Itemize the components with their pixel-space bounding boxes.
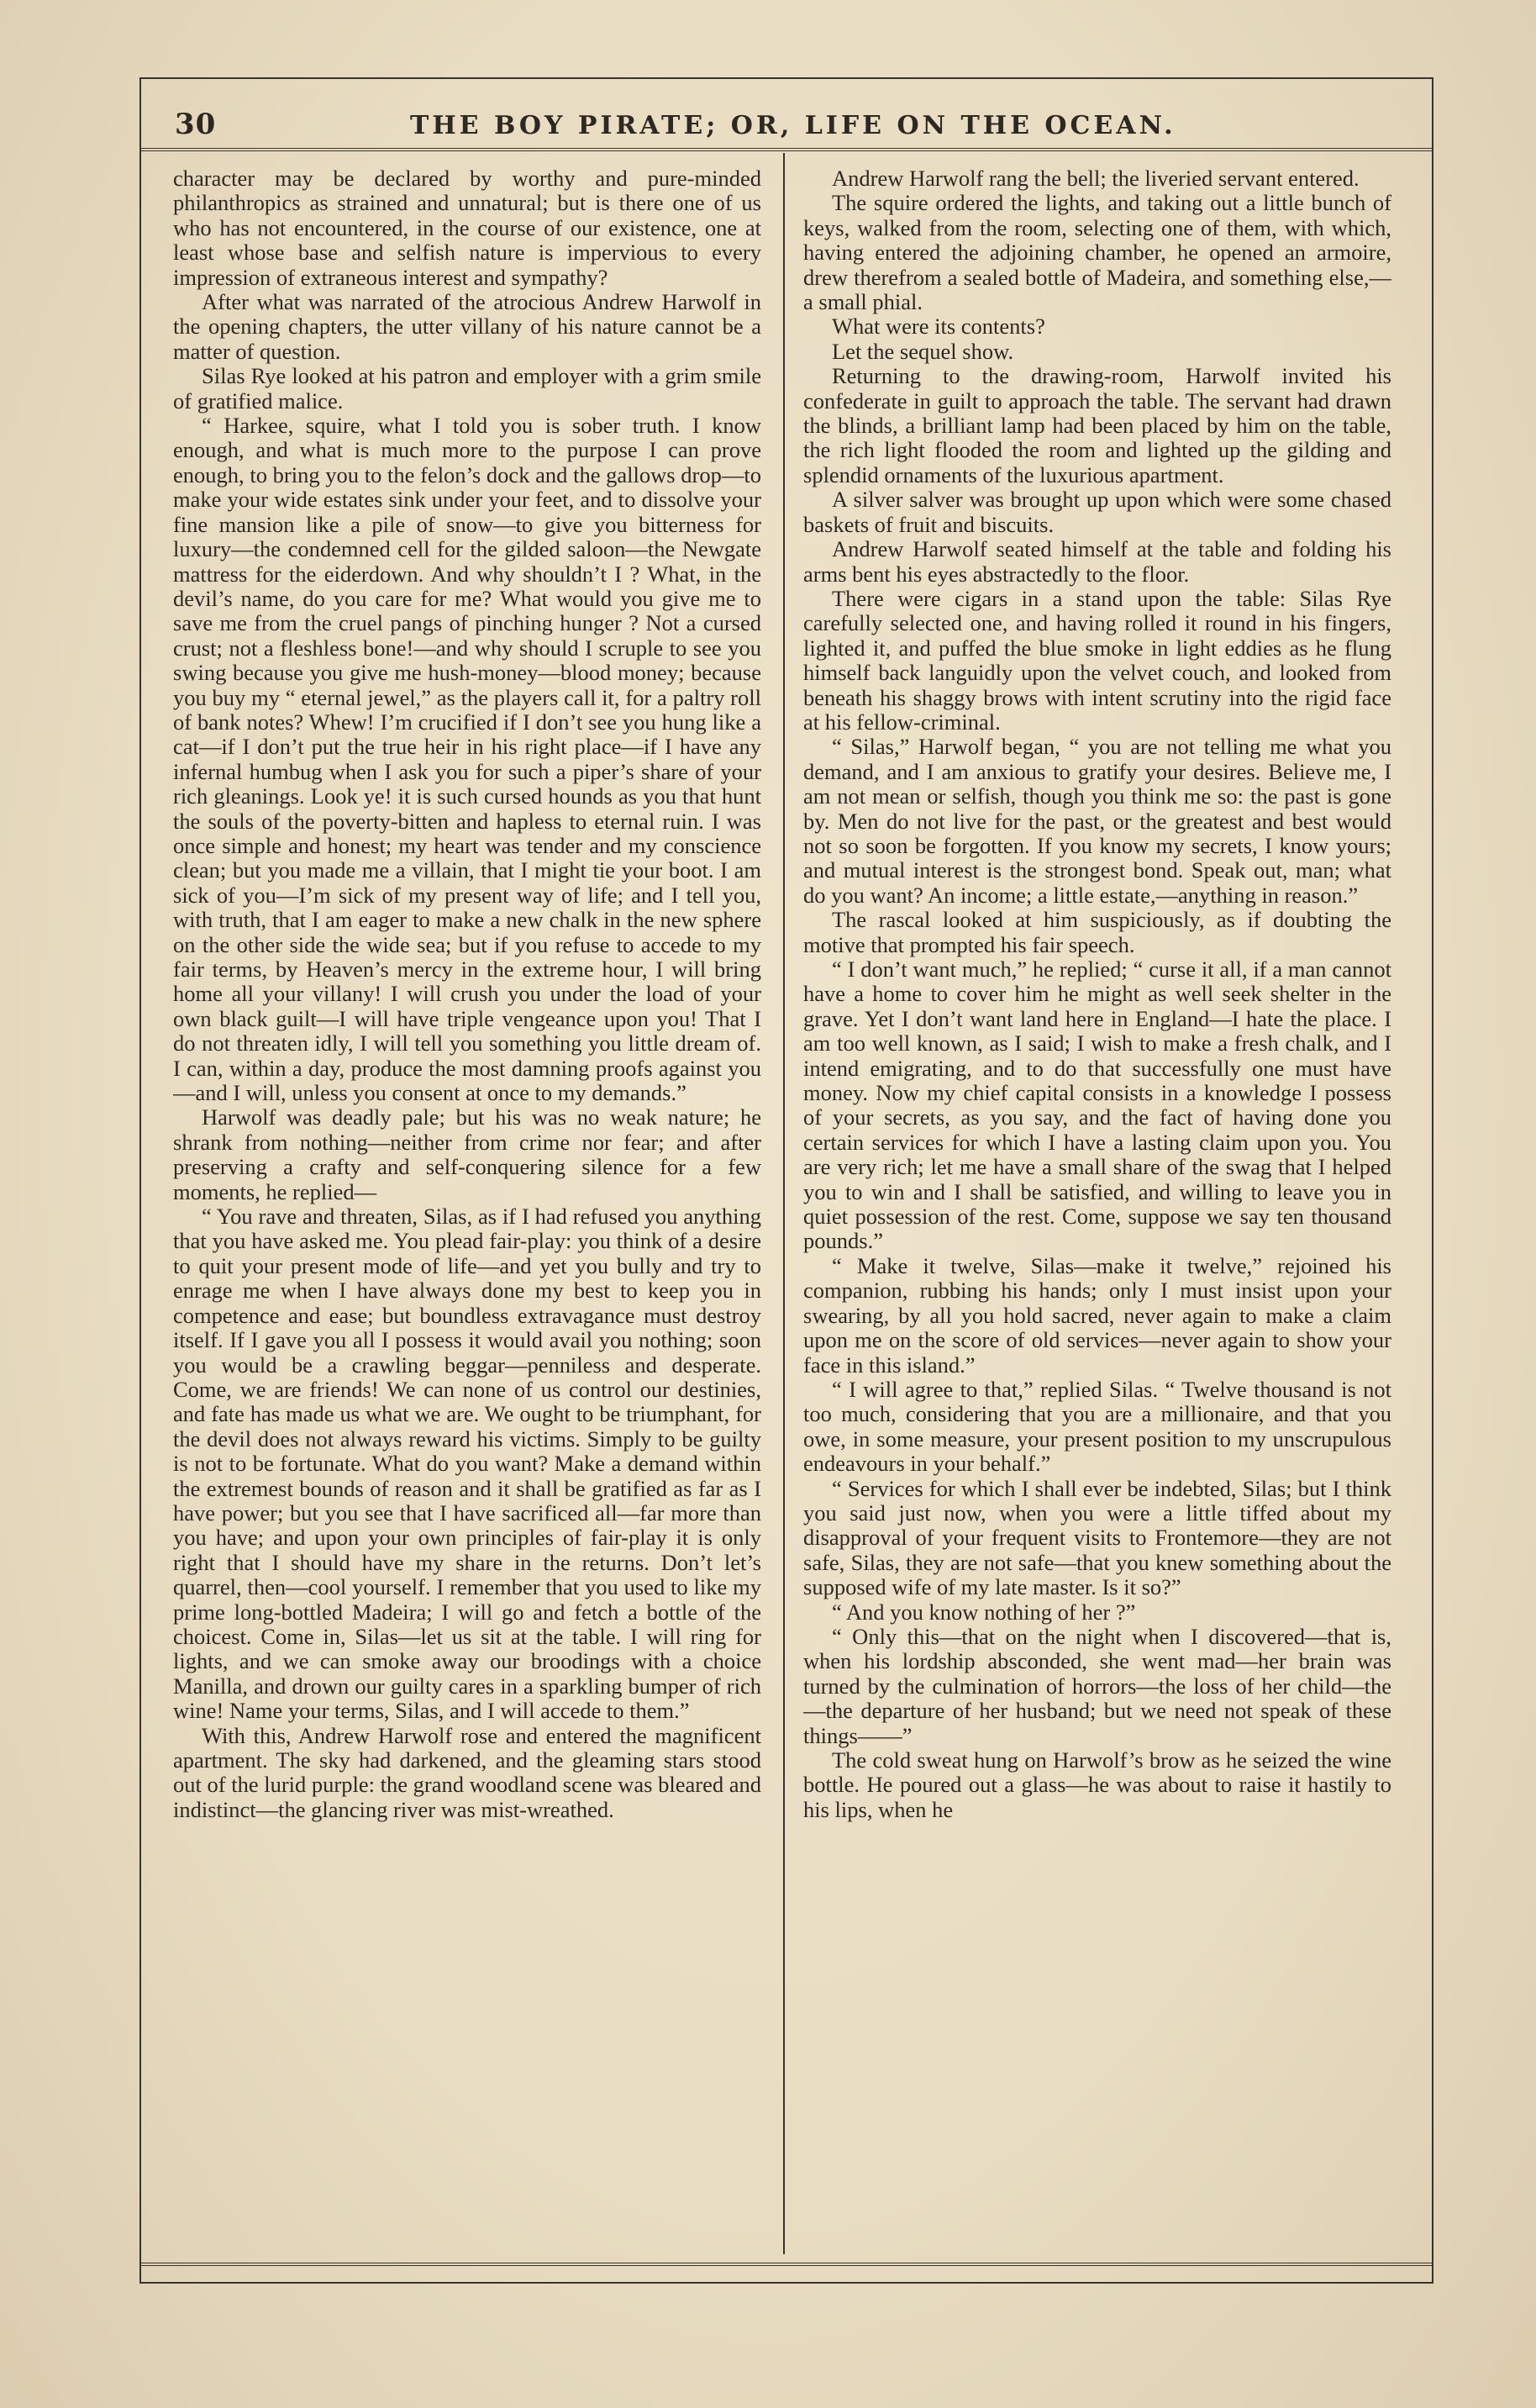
paragraph: “ You rave and threaten, Silas, as if I had refused you anything that you have asked me. You plead fair-play: you think of a desire to quit your present mode of life—and yet you bully and try to enrage me when I have always done my best to keep you in competence and ease; but boundless extravagance must destroy itself. If I gave you all I possess it would avail you nothing; soon you would be a crawling beggar—penniless and desperate. Come, we are friends! We can none of us control our destinies, and fate has made us what we are. We ought to be triumphant, for the devil does not always reward his victims. Simply to be guilty is not to be fortunate. What do you want? Make a demand within the extremest bounds of reason and it shall be gratified as far as I have power; but you see that I have sacrificed all—far more than you have; and upon your own principles of fair-play it is only right that I should have my share in the returns. Don’t let’s quarrel, then—cool yourself. I remember that you used to like my prime long-bottled Madeira; I will go and fetch a bottle of the choicest. Come in, Silas—let us sit at the table. I will ring for lights, and we can smoke away our broodings with a choice Manilla, and drown our guilty cares in a sparkling bumper of rich wine! Name your terms, Silas, and I will accede to them.” bbox=[173, 1204, 761, 1724]
column-divider bbox=[783, 153, 785, 2254]
paragraph: Andrew Harwolf seated himself at the table and folding his arms bent his eyes abstractedly to the floor. bbox=[803, 536, 1391, 587]
paragraph: The squire ordered the lights, and taking out a little bunch of keys, walked from the room, selecting one of them, with which, having entered the adjoining chamber, he opened an armoire, drew therefrom a sealed bottle of Madeira, and something else,—a small phial. bbox=[803, 190, 1391, 315]
running-title: THE BOY PIRATE; OR, LIFE ON THE OCEAN. bbox=[410, 111, 1176, 140]
paragraph: “ Silas,” Harwolf began, “ you are not telling me what you demand, and I am anxious to gratify your desires. Believe me, I am not mean or selfish, though you think me so: the past is gone by. Men do not live for the past, or the greatest and best would not so soon be forgotten. If you know my secrets, I know yours; and mutual interest is the strongest bond. Speak out, man; what do you want? An income; a little estate,—anything in reason.” bbox=[803, 734, 1391, 908]
paragraph: Let the sequel show. bbox=[832, 338, 1014, 364]
left-column bbox=[173, 166, 761, 2251]
paragraph: “ Harkee, squire, what I told you is sober truth. I know enough, and what is much more to the purpose I can prove enough, to bring you to the felon’s dock and the gallows drop—to make your wide estates sink under your feet, and to dissolve your fine mansion like a pile of snow—to give you bitterness for luxury—the condemned cell for the gilded saloon—the Newgate mattress for the eiderdown. And why shouldn’t I ? What, in the devil’s name, do you care for me? What would you give me to save me from the cruel pangs of pinching hunger ? Not a cursed crust; not a fleshless bone!—and why should I scruple to see you swing because you give me hush-money—blood money; because you buy my “ eternal jewel,” as the players call it, for a paltry roll of bank notes? Whew! I’m crucified if I don’t see you hung like a cat—if I don’t put the true heir in his right place—if I have any infernal humbug when I ask you for such a piper’s share of your rich gleanings. Look ye! it is such cursed hounds as you that hunt the souls of the poverty-bitten and hapless to eternal ruin. I was once simple and honest; my heart was tender and my conscience clean; but you made me a villain, that I might tie your boot. I am sick of you—I’m sick of my present way of life; and I tell you, with truth, that I am eager to make a new chalk in the new sphere on the other side the wide sea; but if you refuse to accede to my fair terms, by Heaven’s mercy in the extreme hour, I will bring home all your villany! I will crush you under the load of your own black guilt—I will have triple vengeance upon you! That I do not threaten idly, I will tell you something you little dream of. I can, within a day, produce the most damning proofs against you—and I will, unless you consent at once to my demands.” bbox=[173, 413, 761, 1106]
footer-rule bbox=[141, 2263, 1433, 2266]
paragraph: Silas Rye looked at his patron and employer with a grim smile of gratified malice. bbox=[173, 363, 761, 414]
paragraph: Andrew Harwolf rang the bell; the liveried servant entered. bbox=[832, 166, 1360, 191]
paragraph: Harwolf was deadly pale; but his was no weak nature; he shrank from nothing—neither from crime nor fear; and after preserving a crafty and self-conquering silence for a few moments, he replied— bbox=[173, 1104, 761, 1204]
paragraph: A silver salver was brought up upon which were some chased baskets of fruit and biscuits. bbox=[803, 487, 1391, 537]
paragraph: What were its contents? bbox=[832, 314, 1045, 340]
right-column bbox=[803, 166, 1391, 2251]
paragraph: After what was narrated of the atrocious Andrew Harwolf in the opening chapters, the utter villany of his nature cannot be a matter of question. bbox=[173, 289, 761, 364]
paragraph: “ And you know nothing of her ?” bbox=[832, 1599, 1136, 1625]
paragraph: “ I don’t want much,” he replied; “ curse it all, if a man cannot have a home to cover him he might as well seek shelter in the grave. Yet I don’t want land here in England—I hate the place. I am too well known, as I said; I wish to make a fresh chalk, and I intend emigrating, and to do that successfully one must have money. Now my chief capital consists in a knowledge I possess of your secrets, as you say, and the fact of having done you certain services for which I have a lasting claim upon you. You are very rich; let me have a small share of the swag that I helped you to win and I shall be satisfied, and willing to leave you in quiet possession of the rest. Come, suppose we say ten thousand pounds.” bbox=[803, 956, 1391, 1254]
paragraph: The rascal looked at him suspiciously, as if doubting the motive that prompted his fair speech. bbox=[803, 907, 1391, 957]
paragraph: Returning to the drawing-room, Harwolf invited his confederate in guilt to approach the table. The servant had drawn the blinds, a brilliant lamp had been placed by him on the table, the rich light flooded the room and lighted up the gilding and splendid ornaments of the luxurious apartment. bbox=[803, 363, 1391, 487]
page-header bbox=[141, 99, 1433, 155]
paragraph: “ Make it twelve, Silas—make it twelve,” rejoined his companion, rubbing his hands; only I must insist upon your swearing, by all you hold sacred, never again to make a claim upon me on the score of old services—never again to show your face in this island.” bbox=[803, 1252, 1391, 1378]
paragraph: There were cigars in a stand upon the table: Silas Rye carefully selected one, and having rolled it round in his fingers, lighted it, and puffed the blue smoke in light eddies as he flung himself back languidly upon the velvet couch, and looked from beneath his shaggy brows with intent scrutiny into the rigid face at his fellow-criminal. bbox=[803, 585, 1391, 735]
paragraph: character may be declared by worthy and pure-minded philanthropics as strained and unnatural; but is there one of us who has not encountered, in the course of our existence, one at least whose base and selfish nature is impervious to every impression of extraneous interest and sympathy? bbox=[173, 166, 761, 290]
page-number: 30 bbox=[175, 108, 217, 141]
paragraph: “ Only this—that on the night when I discovered—that is, when his lordship absconded, she went mad—her brain was turned by the culmination of horrors—the loss of her child—the—the departure of her husband; but we need not speak of these things——” bbox=[803, 1623, 1391, 1748]
paragraph: With this, Andrew Harwolf rose and entered the magnificent apartment. The sky had darkened, and the gleaming stars stood out of the lurid purple: the grand woodland scene was bleared and indistinct—the glancing river was mist-wreathed. bbox=[173, 1722, 761, 1822]
paragraph: “ Services for which I shall ever be indebted, Silas; but I think you said just now, when you were a little tiffed about my disapproval of your frequent visits to Frontemore—they are not safe, Silas, they are not safe—that you knew something about the supposed wife of my late master. Is it so?” bbox=[803, 1475, 1391, 1600]
paragraph: “ I will agree to that,” replied Silas. “ Twelve thousand is not too much, considering that you are a millionaire, and that you owe, in some measure, your present position to my unscrupulous endeavours in your behalf.” bbox=[803, 1376, 1391, 1477]
paragraph: The cold sweat hung on Harwolf’s brow as he seized the wine bottle. He poured out a glass—he was about to raise it hastily to his lips, when he bbox=[803, 1747, 1391, 1822]
header-rule bbox=[141, 148, 1433, 151]
